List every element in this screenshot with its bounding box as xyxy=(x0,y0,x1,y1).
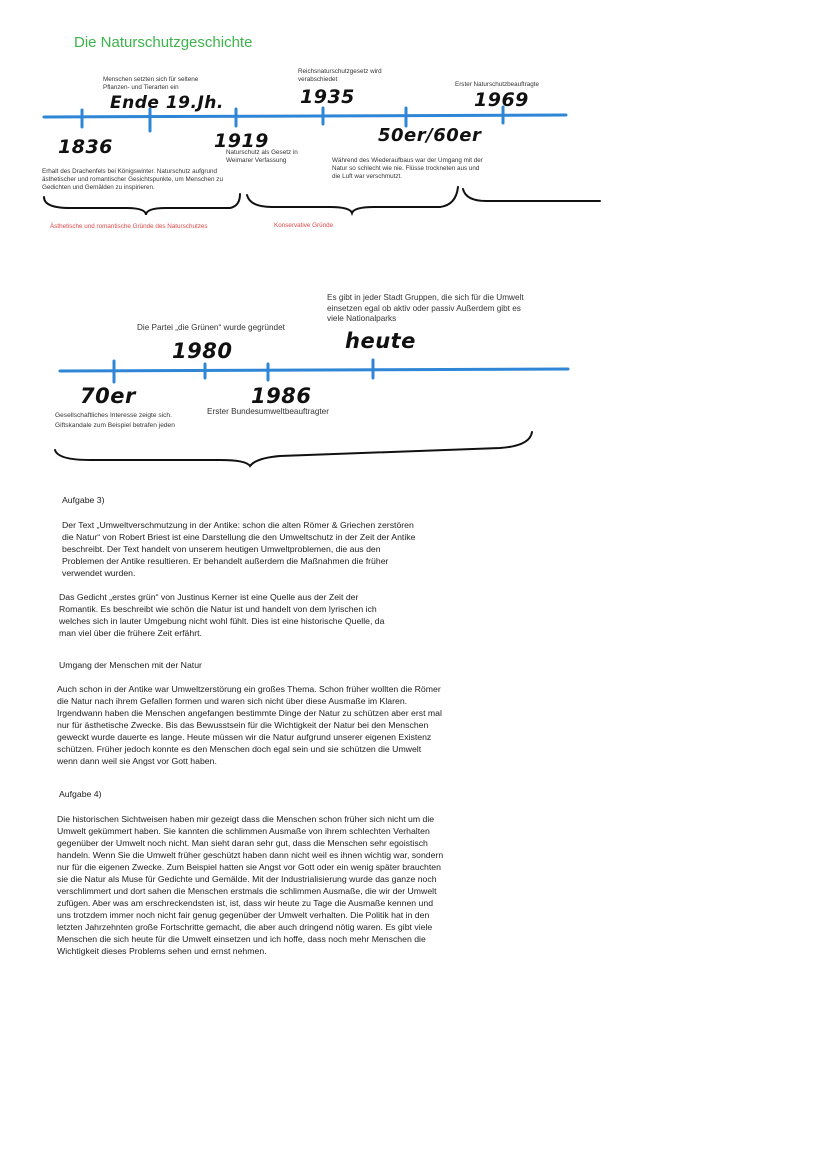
brace-1 xyxy=(44,194,240,215)
ende19-label: Ende 19.Jh. xyxy=(110,93,224,113)
heute-desc: Es gibt in jeder Stadt Gruppen, die sich für die Umwelt einsetzen egal ob aktiv oder passiv Außerdem gibt es viele Nationalparks xyxy=(327,293,524,323)
brace-4 xyxy=(55,432,532,466)
y1980-desc: Die Partei „die Grünen“ wurde gegründet xyxy=(137,323,285,332)
aufgabe4-paragraph: Die historischen Sichtweisen haben mir gezeigt dass die Menschen schon früher sich nicht um die Umwelt gekümmert haben. Sie kannten die schlimmen Ausmaße von ihrem schlechten Verhalten gegenüber der Umwelt noch nicht. Man sieht daran sehr gut, dass die Menschen sehr egoistisch handeln. Wenn Sie die Umwelt früher geschützt haben dann nicht weil es ihnen wichtig war, sondern nur für die eigenen Zwecke. Zum Beispiel hatten sie Angst vor Gott oder ein wenig später brauchten sie die Natur als Muse für Gedichte und Gemälde. Mit der Industrialisierung wurde das ganze noch verschlimmert und dort sahen die Menschen erstmals die schlimmen Ausmaße, die wir der Umwelt zufügen. Aber was am erschreckendsten ist, ist, dass wir heute zu Tage die Ausmaße kennen und uns trotzdem immer noch nicht fair genug gegenüber der Umwelt verhalten. Die Politik hat in den letzten Jahrzehnten große Fortschritte gemacht, die aber auch dringend nötig waren. Es gibt viele Menschen die sich heute für die Umwelt einsetzen und ich hoffe, dass noch mehr Menschen die Wichtigkeit dieses Problems sehen und ernst nehmen. xyxy=(57,814,444,956)
timeline-1-axis xyxy=(44,115,566,117)
y1969-label: 1969 xyxy=(474,89,529,111)
y1919-label: 1919 xyxy=(214,130,269,152)
aufgabe3-paragraph-1: Der Text „Umweltverschmutzung in der Antike: schon die alten Römer & Griechen zerstören die Natur“ von Robert Briest ist eine Darstellung die den Umweltschutz in der Zeit der Antike beschreibt. Der Text handelt von unserem heutigen Umweltproblemen, die aus den Problemen der Antike resultieren. Er behandelt außerdem die Maßnahmen die früher verwendet wurden. xyxy=(62,520,416,578)
brace-2-label: Konservative Gründe xyxy=(274,222,334,229)
y1935-label: 1935 xyxy=(300,86,355,108)
aufgabe3-heading: Aufgabe 3) xyxy=(62,495,105,505)
page-title: Die Naturschutzgeschichte xyxy=(74,34,253,51)
umgang-paragraph: Auch schon in der Antike war Umweltzerstörung ein großes Thema. Schon früher wollten die Römer die Natur nach ihrem Gefallen formen und waren sich nicht über diese Ausmaße im Klaren. Irgendwann haben die Menschen angefangen bestimmte Dinge der Natur zu schützen aber erst mal nur für ästhetische Zwecke. Bis das Bewusstsein für die Wichtigkeit der Natur bei den Menschen geweckt wurde dauerte es lange. Heute müssen wir die Natur aufgrund unserer eigenen Existenz schützen. Früher jedoch konnte es den Menschen doch egal sein und sie schützen die Umwelt wenn dann weil sie Angst vor Gott haben. xyxy=(57,684,442,766)
y1935-desc: Reichsnaturschutzgesetz wird verabschiedet xyxy=(298,68,382,83)
brace-1-label: Ästhetische und romantische Gründe des Naturschutzes xyxy=(50,223,208,230)
timeline-2 xyxy=(60,360,568,382)
y1919-desc: Naturschutz als Gesetz in Weimarer Verfassung xyxy=(226,149,298,164)
ende19-desc: Menschen setzten sich für seltene Pflanzen- und Tierarten ein xyxy=(103,76,199,91)
y5060-desc: Während des Wiederaufbaus war der Umgang mit der Natur so schlecht wie nie. Flüsse trockneten aus und die Luft war verschmutzt. xyxy=(332,157,483,180)
aufgabe4-heading: Aufgabe 4) xyxy=(59,789,102,799)
brace-3 xyxy=(463,189,600,201)
y1969-desc: Erster Naturschutzbeauftragte xyxy=(455,81,539,88)
y1986-desc: Erster Bundesumweltbeauftragter xyxy=(207,407,329,416)
umgang-heading: Umgang der Menschen mit der Natur xyxy=(59,660,202,670)
heute-label: heute xyxy=(345,329,416,353)
aufgabe3-paragraph-2: Das Gedicht „erstes grün“ von Justinus Kerner ist eine Quelle aus der Zeit der Romantik. Es beschreibt wie schön die Natur ist und handelt von dem lyrischen ich welches sich in lauter Umgebung nicht wohl fühlt. Dies ist eine historische Quelle, da man viel über die frühere Zeit erfährt. xyxy=(59,592,385,638)
timeline-graphics xyxy=(0,0,828,480)
y1836-label: 1836 xyxy=(58,136,113,158)
y1980-label: 1980 xyxy=(172,339,233,363)
y5060-label: 50er/60er xyxy=(378,125,482,146)
timeline-2-axis xyxy=(60,369,568,371)
y70-desc: Gesellschaftliches Interesse zeigte sich. Giftskandale zum Beispiel betrafen jeden xyxy=(55,412,175,429)
brace-2 xyxy=(247,187,458,213)
y70-label: 70er xyxy=(80,384,136,408)
y1836-desc: Erhalt des Drachenfels bei Königswinter. Naturschutz aufgrund ästhetischer und romantischer Gesichtspunkte, um Menschen zu Gedichten und Gemälden zu inspirieren. xyxy=(42,168,223,191)
y1986-label: 1986 xyxy=(251,384,312,408)
